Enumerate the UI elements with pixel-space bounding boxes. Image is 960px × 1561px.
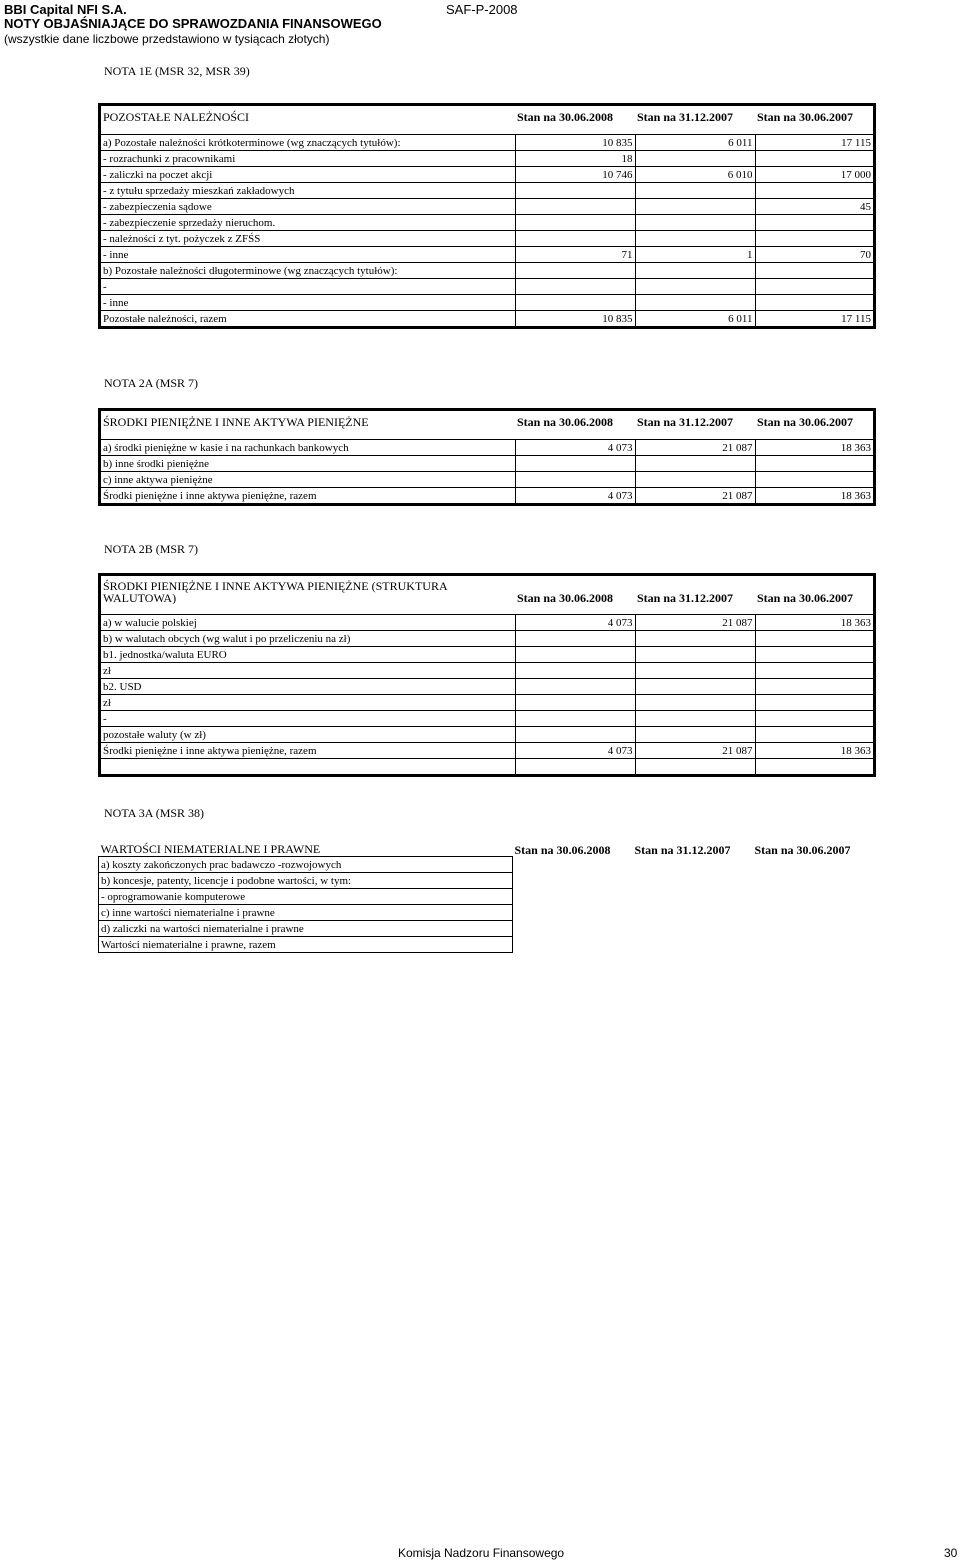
table-row [101,695,873,711]
column-header: Stan na 30.06.2007 [754,842,851,857]
spacer-row [101,604,873,615]
row-label: b) w walutach obcych (wg walut i po przeliczeniu na zł) [101,631,515,647]
column-header: Stan na 30.06.2008 [517,415,614,429]
row-value [755,663,873,679]
row-label: - rozrachunki z pracownikami [101,151,515,167]
row-label: a) Pozostałe należności krótkoterminowe (wg znaczących tytułów): [101,135,515,151]
row-label: Pozostałe należności, razem [101,311,515,327]
row-value: 4 073 [515,615,635,631]
row-value: 71 [515,247,635,263]
row-value [755,727,873,743]
row-value [635,759,755,775]
table-header-row [101,576,873,604]
row-label: b) inne środki pieniężne [101,456,515,472]
row-label: - inne [101,295,515,311]
table-row [99,937,876,953]
row-value [513,857,633,873]
table-title: ŚRODKI PIENIĘŻNE I INNE AKTYWA PIENIĘŻNE (STRUKTURA WALUTOWA) [103,579,447,604]
row-label: b) Pozostałe należności długoterminowe (wg znaczących tytułów): [101,263,515,279]
row-value: 21 087 [635,488,755,504]
row-value: 45 [755,199,873,215]
row-value [515,663,635,679]
row-value [635,279,755,295]
row-value [515,456,635,472]
row-value [755,295,873,311]
nota-3a-heading: NOTA 3A (MSR 38) [104,806,205,820]
row-label: - zabezpieczenie sprzedaży nieruchom. [101,215,515,231]
row-value [633,873,753,889]
row-label: - oprogramowanie komputerowe [99,889,513,905]
row-value [515,472,635,488]
row-value: 18 363 [755,440,873,456]
table-row [101,151,873,167]
row-value [635,647,755,663]
column-header: Stan na 31.12.2007 [637,110,734,124]
document-subtitle: (wszystkie dane liczbowe przedstawiono w tysiącach złotych) [4,32,330,46]
table-row [101,711,873,727]
row-value: 6 011 [635,311,755,327]
table-row [99,889,876,905]
row-value [513,937,633,953]
row-value [635,456,755,472]
row-value [753,857,876,873]
column-header: Stan na 31.12.2007 [637,591,734,604]
row-value [755,647,873,663]
row-value [755,215,873,231]
row-value: 4 073 [515,440,635,456]
column-header: Stan na 31.12.2007 [637,415,734,429]
row-label: pozostałe waluty (w zł) [101,727,515,743]
nota-1e-table [98,103,876,329]
row-value [635,295,755,311]
table-row [101,663,873,679]
row-label: zł [101,663,515,679]
row-value: 17 115 [755,311,873,327]
column-header: Stan na 30.06.2008 [514,842,611,857]
row-label: c) inne aktywa pieniężne [101,472,515,488]
table-row [101,247,873,263]
row-value [515,295,635,311]
row-value [753,921,876,937]
row-value [515,263,635,279]
row-value: 18 363 [755,743,873,759]
document-title: NOTY OBJAŚNIAJĄCE DO SPRAWOZDANIA FINANSOWEGO [4,16,382,31]
row-value [515,231,635,247]
row-value [635,711,755,727]
company-name: BBI Capital NFI S.A. [4,2,127,17]
row-value [635,263,755,279]
row-value: 18 [515,151,635,167]
row-value [635,663,755,679]
row-value [515,183,635,199]
row-value: 6 011 [635,135,755,151]
row-label: b1. jednostka/waluta EURO [101,647,515,663]
footer-page-number: 30 [944,1546,958,1560]
table-row [99,905,876,921]
table-title: ŚRODKI PIENIĘŻNE I INNE AKTYWA PIENIĘŻNE [103,415,369,429]
table-row [101,679,873,695]
row-label: - [101,279,515,295]
row-value [635,727,755,743]
row-value [633,905,753,921]
table-row [101,440,873,456]
table-row [101,263,873,279]
spacer-row [101,429,873,440]
table-row [101,631,873,647]
table-row [101,615,873,631]
table-row [101,727,873,743]
table-row [101,231,873,247]
row-label: a) w walucie polskiej [101,615,515,631]
row-value: 10 835 [515,311,635,327]
row-value [755,183,873,199]
table-row [99,873,876,889]
row-value: 6 010 [635,167,755,183]
row-label: d) zaliczki na wartości niematerialne i prawne [99,921,513,937]
nota-3a-table [98,838,876,953]
nota-2b-heading: NOTA 2B (MSR 7) [104,542,199,556]
row-label: - inne [101,247,515,263]
row-value [513,873,633,889]
row-value [753,873,876,889]
row-value [513,905,633,921]
nota-2a-table [98,408,876,506]
row-label: - zabezpieczenia sądowe [101,199,515,215]
row-value [755,759,873,775]
row-value: 21 087 [635,615,755,631]
row-value: 70 [755,247,873,263]
column-header: Stan na 30.06.2007 [757,591,854,604]
column-header: Stan na 30.06.2007 [757,415,854,429]
row-label: a) środki pieniężne w kasie i na rachunkach bankowych [101,440,515,456]
row-value: 18 363 [755,615,873,631]
row-value [635,199,755,215]
row-value [755,472,873,488]
table-row [101,215,873,231]
row-value [515,279,635,295]
row-value [635,679,755,695]
footer-authority: Komisja Nadzoru Finansowego [398,1546,565,1560]
row-value: 21 087 [635,743,755,759]
table-row [101,135,873,151]
row-value [635,695,755,711]
row-value [755,231,873,247]
row-value [515,647,635,663]
spacer-row [101,124,873,135]
table-row [101,295,873,311]
row-value [755,263,873,279]
nota-2a-heading: NOTA 2A (MSR 7) [104,376,199,390]
column-header: Stan na 31.12.2007 [634,842,731,857]
table-row [99,857,876,873]
row-value: 17 115 [755,135,873,151]
row-label: Wartości niematerialne i prawne, razem [99,937,513,953]
table-row [101,167,873,183]
row-value [515,679,635,695]
row-label: Środki pieniężne i inne aktywa pieniężne, razem [101,743,515,759]
row-value [755,279,873,295]
row-value [633,921,753,937]
row-value [515,199,635,215]
table-row [101,456,873,472]
column-header: Stan na 30.06.2008 [517,591,614,604]
table-row [101,647,873,663]
row-value [753,905,876,921]
row-value: 4 073 [515,743,635,759]
row-value: 10 835 [515,135,635,151]
row-label: a) koszty zakończonych prac badawczo -rozwojowych [99,857,513,873]
table-row [101,759,873,775]
row-value [753,889,876,905]
row-value [633,937,753,953]
row-value [515,215,635,231]
row-label: zł [101,695,515,711]
row-value [755,151,873,167]
row-label: c) inne wartości niematerialne i prawne [99,905,513,921]
row-value [515,631,635,647]
row-value [755,456,873,472]
table-header-row [101,411,873,429]
row-label: - [101,711,515,727]
row-value: 4 073 [515,488,635,504]
row-label: - z tytułu sprzedaży mieszkań zakładowych [101,183,515,199]
row-value [635,151,755,167]
table-row [101,311,873,327]
row-value: 1 [635,247,755,263]
table-row [101,183,873,199]
table-row [101,472,873,488]
row-value [515,711,635,727]
row-label: b) koncesje, patenty, licencje i podobne wartości, w tym: [99,873,513,889]
row-value [515,695,635,711]
report-code: SAF-P-2008 [446,2,518,17]
row-label: Środki pieniężne i inne aktywa pieniężne, razem [101,488,515,504]
row-value: 21 087 [635,440,755,456]
row-value [633,857,753,873]
row-label: - należności z tyt. pożyczek z ZFŚS [101,231,515,247]
row-value [635,231,755,247]
table-row [101,279,873,295]
row-value [513,921,633,937]
table-row [101,199,873,215]
row-value [635,631,755,647]
row-label [101,759,515,775]
row-value [755,679,873,695]
row-value [635,215,755,231]
row-value [515,727,635,743]
row-value [513,889,633,905]
table-row [99,921,876,937]
row-value [635,472,755,488]
nota-2b-table [98,573,876,777]
column-header: Stan na 30.06.2007 [757,110,854,124]
row-value: 18 363 [755,488,873,504]
row-value [755,631,873,647]
table-title: POZOSTAŁE NALEŻNOŚCI [103,110,250,124]
row-value [753,937,876,953]
row-label: b2. USD [101,679,515,695]
row-value [755,695,873,711]
table-row [101,488,873,504]
row-value [635,183,755,199]
column-header: Stan na 30.06.2008 [517,110,614,124]
row-value [515,759,635,775]
table-header-row [101,106,873,124]
table-row [101,743,873,759]
nota-1e-heading: NOTA 1E (MSR 32, MSR 39) [104,64,250,78]
row-label: - zaliczki na poczet akcji [101,167,515,183]
table-header-row [99,838,876,857]
row-value [633,889,753,905]
row-value [755,711,873,727]
row-value: 10 746 [515,167,635,183]
row-value: 17 000 [755,167,873,183]
table-title: WARTOŚCI NIEMATERIALNE I PRAWNE [100,842,321,856]
